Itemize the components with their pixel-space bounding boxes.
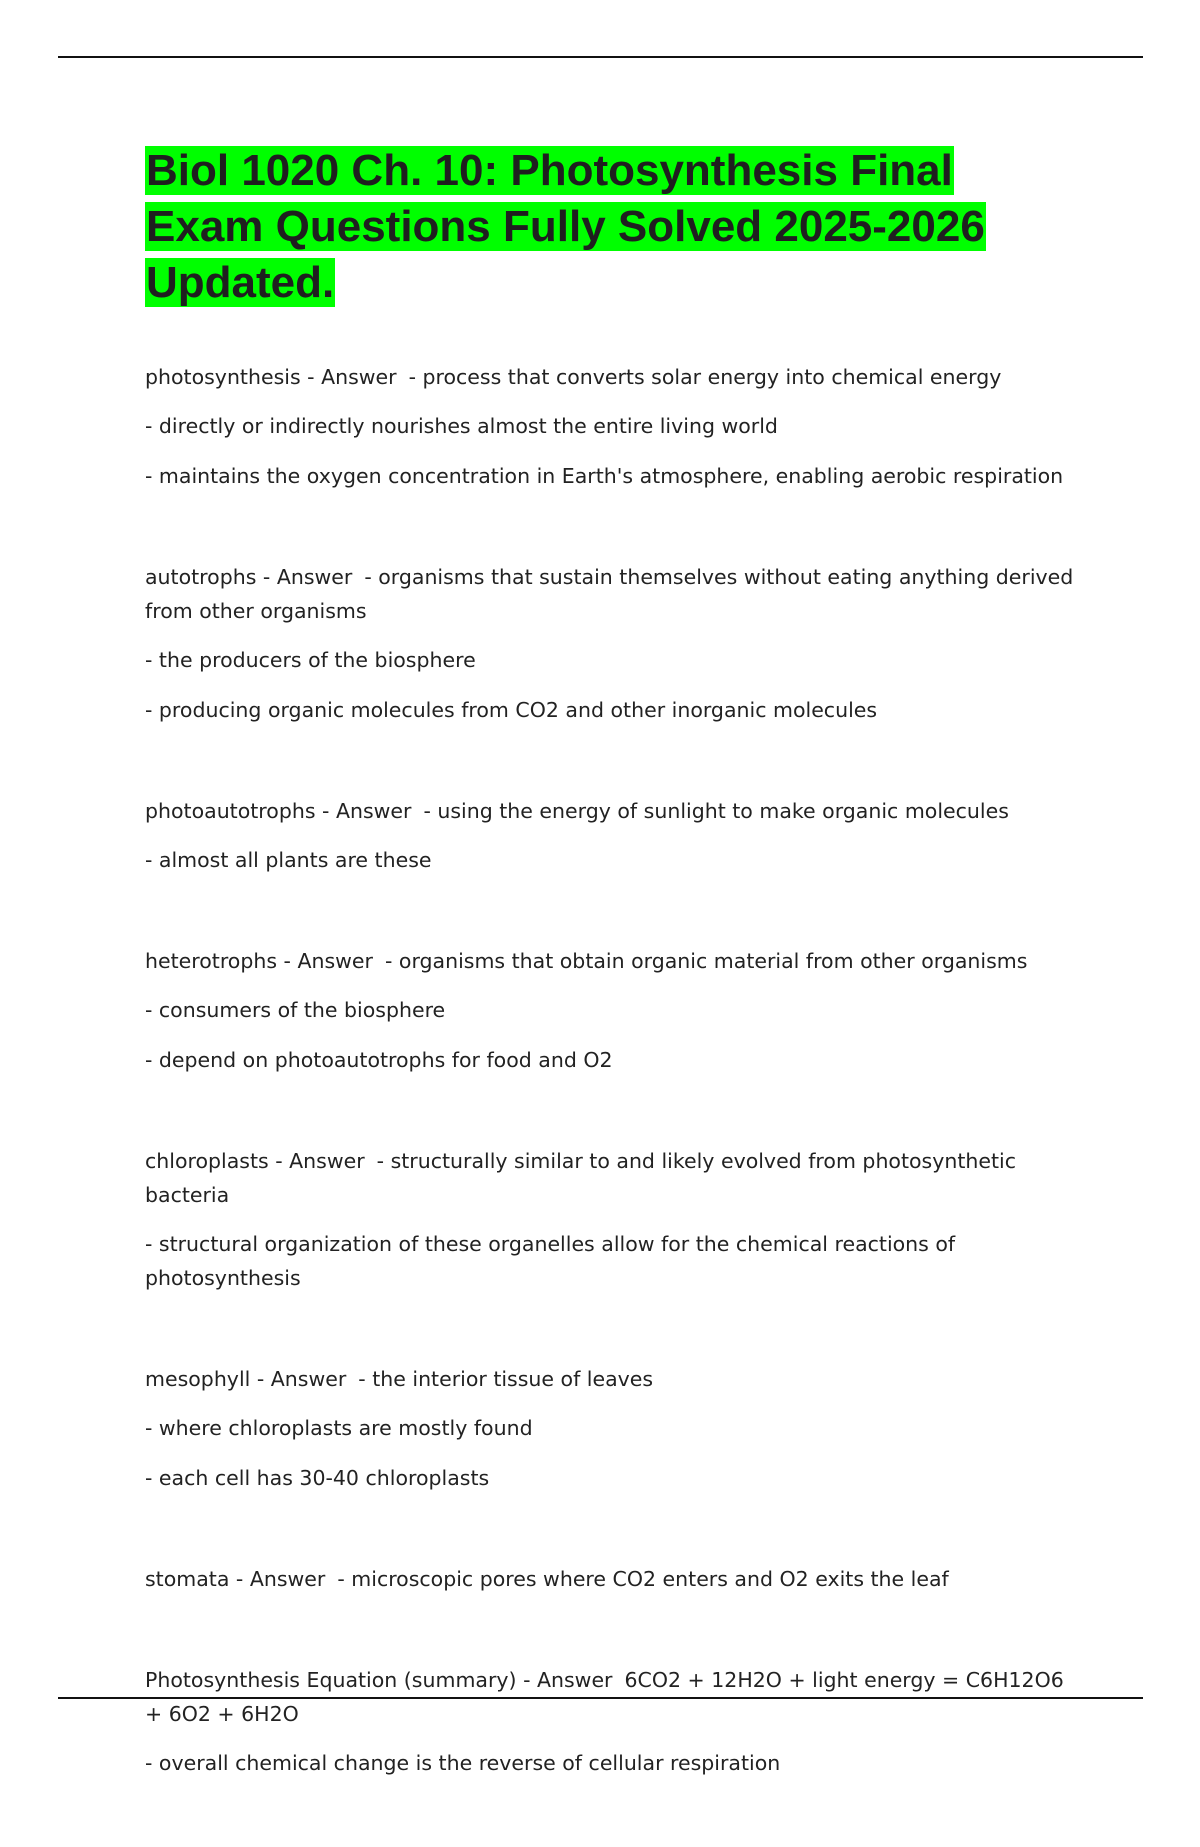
entry-answer-label: Answer [321,365,397,389]
flashcard-entry [145,1362,1075,1495]
entry-separator: - [256,565,277,589]
entry-point: - the producers of the biosphere [145,648,476,672]
entry-separator: - [268,1149,290,1173]
entry-term: stomata [145,1567,230,1591]
entry-term: photoautotrophs [145,799,316,823]
entry-answer-label: Answer [270,1367,347,1391]
entry-point: - producing organic molecules from CO2 and other inorganic molecules [145,698,878,722]
entry-separator: - [277,949,298,973]
entry-question-line [145,1144,1075,1212]
entry-definition: 6CO2 + 12H2O + light energy = C6H12O6 + 6O2 + 6H2O [145,1668,1064,1726]
entry-answer-label: Answer [276,565,353,589]
entry-point: - overall chemical change is the reverse of cellular respiration [145,1751,781,1775]
entry-answer-label: Answer [249,1567,326,1591]
entry-definition: - microscopic pores where CO2 enters and O2 exits the leaf [337,1567,949,1591]
flashcard-entry [145,1144,1075,1295]
entry-question-line [145,944,1075,978]
top-divider [58,56,1143,58]
flashcard-entry [145,560,1075,727]
document-title [145,143,1045,311]
title-block [145,143,1045,311]
entry-point: - consumers of the biosphere [145,998,446,1022]
entry-separator: - [300,365,322,389]
entry-term: heterotrophs [145,949,278,973]
flashcard-entry [145,360,1075,493]
entry-answer-label: Answer [536,1668,613,1692]
entry-question-line [145,360,1075,394]
entry-definition: - organisms that sustain themselves without eating anything derived from other organisms [145,565,1074,623]
entry-separator: - [229,1567,250,1591]
entry-question-line [145,1562,1075,1596]
entry-question-line [145,1362,1075,1396]
entry-answer-label: Answer [297,949,373,973]
flashcard-entry [145,1663,1075,1780]
entry-definition: - using the energy of sunlight to make organic molecules [423,799,1009,823]
flashcard-entry [145,944,1075,1077]
title-highlight: Biol 1020 Ch. 10: Photosynthesis Final Exam Questions Fully Solved 2025-2026 Updated. [146,146,985,307]
entry-term: autotrophs [145,565,257,589]
entry-term: chloroplasts [145,1149,269,1173]
entry-separator: - [250,1367,271,1391]
entry-point: - directly or indirectly nourishes almost the entire living world [145,414,778,438]
entry-term: photosynthesis [145,365,301,389]
entry-definition: - organisms that obtain organic material from other organisms [384,949,1028,973]
entry-point: - where chloroplasts are mostly found [145,1416,533,1440]
entry-definition: - structurally similar to and likely evolved from photosynthetic bacteria [145,1149,1017,1207]
entry-point: - structural organization of these organelles allow for the chemical reactions of photosynthesis [145,1232,956,1290]
entry-term: mesophyll [145,1367,251,1391]
entry-definition: - the interior tissue of leaves [358,1367,654,1391]
entry-point: - each cell has 30-40 chloroplasts [145,1466,490,1490]
flashcard-entry [145,794,1075,877]
entry-question-line [145,560,1075,628]
bottom-divider [58,1697,1143,1699]
entry-separator: - [315,799,336,823]
entry-answer-label: Answer [289,1149,365,1173]
entry-answer-label: Answer [335,799,412,823]
entry-point: - maintains the oxygen concentration in Earth's atmosphere, enabling aerobic respiration [145,464,1064,488]
entry-separator: - [516,1668,537,1692]
flashcard-list [145,360,1075,1847]
entry-point: - almost all plants are these [145,848,432,872]
entry-definition: - process that converts solar energy into chemical energy [408,365,1002,389]
flashcard-entry [145,1562,1075,1596]
entry-question-line [145,794,1075,828]
entry-term: Photosynthesis Equation (summary) [145,1668,517,1692]
entry-point: - depend on photoautotrophs for food and O2 [145,1048,613,1072]
